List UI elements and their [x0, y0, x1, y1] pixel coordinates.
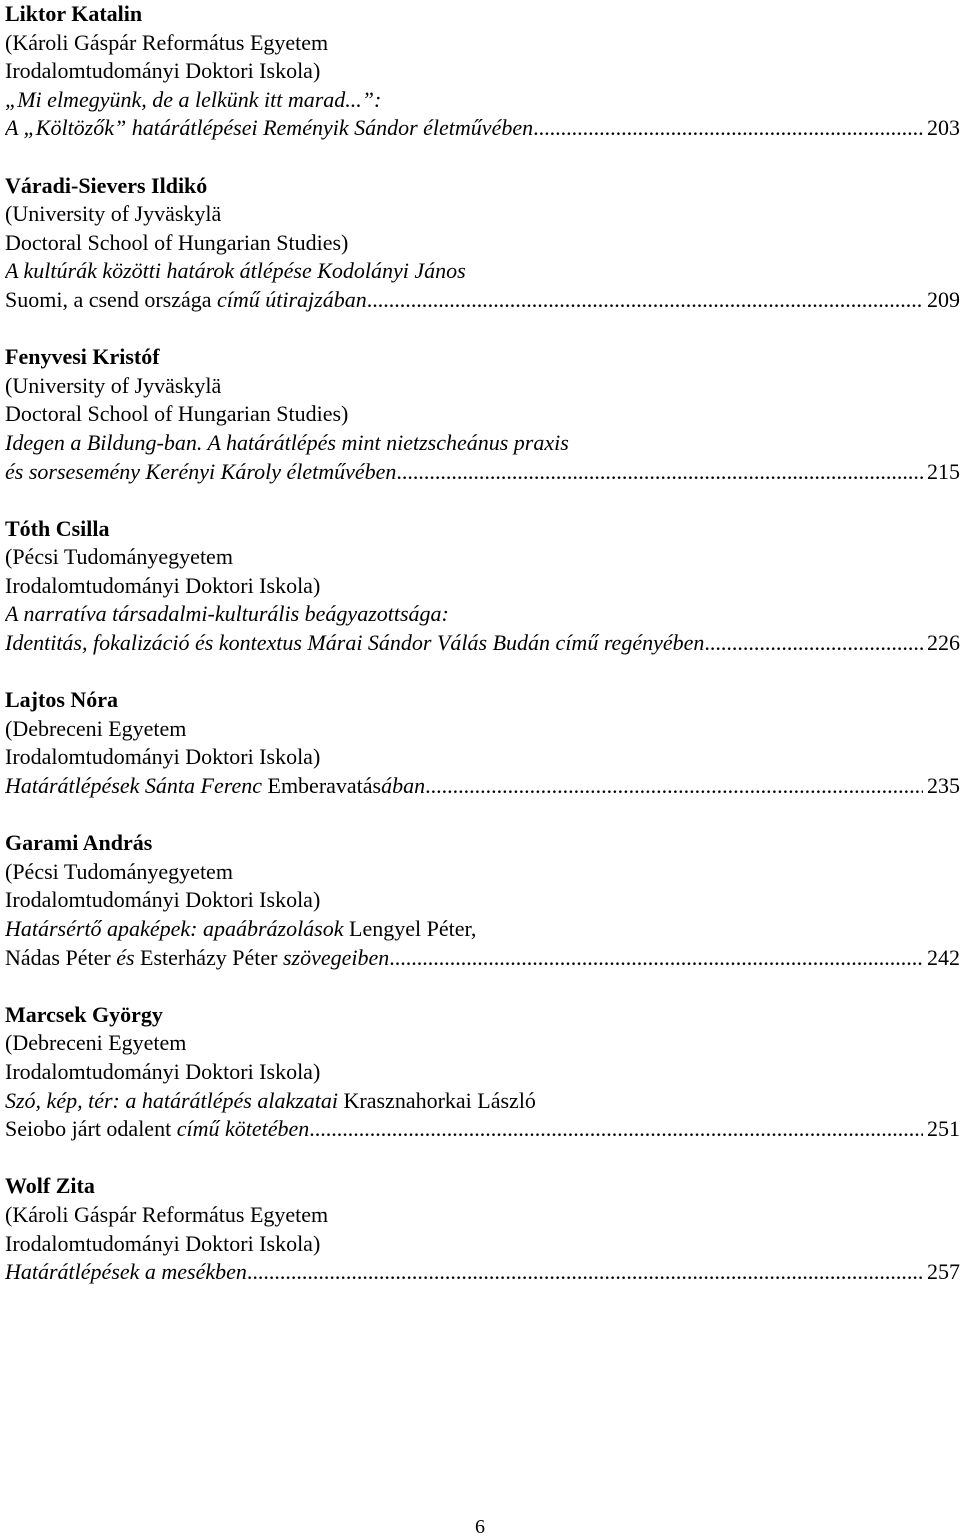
title-segment: „Mi elmegyünk, de a lelkünk itt marad...”: [5, 86, 382, 112]
title-segment: ában [381, 773, 426, 799]
toc-entry[interactable] [5, 1001, 960, 1144]
page-ref: 203 [927, 115, 960, 141]
affiliation-line: Doctoral School of Hungarian Studies) [5, 401, 349, 427]
title-segment: Határátlépések a mesékben [5, 1259, 247, 1285]
dot-leader [425, 772, 923, 801]
title-segment: Seiobo járt odalent [5, 1116, 172, 1142]
title-line [5, 1087, 960, 1116]
title-text [5, 629, 704, 658]
title-last-line [5, 458, 960, 487]
title-segment: A narratíva társadalmi-kulturális beágyazottsága: [5, 601, 449, 627]
toc-entry[interactable] [5, 1172, 960, 1286]
title-segment: Nádas Péter [5, 944, 111, 970]
title-line [5, 600, 960, 629]
toc-entry[interactable] [5, 686, 960, 800]
title-last-line [5, 1115, 960, 1144]
toc-entry[interactable] [5, 343, 960, 486]
page-ref: 257 [927, 1259, 960, 1285]
affiliation-line: (University of Jyväskylä [5, 372, 222, 398]
page-ref: 251 [927, 1116, 960, 1142]
author-name: Marcsek György [5, 1001, 163, 1027]
affiliation-line: Doctoral School of Hungarian Studies) [5, 229, 349, 255]
table-of-contents [5, 0, 960, 1315]
title-text [5, 114, 533, 143]
dot-leader [309, 1115, 923, 1144]
author-name: Lajtos Nóra [5, 687, 119, 713]
title-last-line [5, 286, 960, 315]
dot-leader [704, 629, 923, 658]
title-text [5, 1115, 309, 1144]
page-ref: 235 [927, 773, 960, 799]
affiliation-line: Irodalomtudományi Doktori Iskola) [5, 58, 321, 84]
author-name: Tóth Csilla [5, 515, 110, 541]
affiliation-line: (Károli Gáspár Református Egyetem [5, 1201, 329, 1227]
title-text [5, 458, 396, 487]
title-segment: Határsértő apaképek: apaábrázolások [5, 916, 350, 941]
title-segment: című útirajzában [211, 286, 367, 312]
dot-leader [396, 458, 923, 487]
title-last-line [5, 772, 960, 801]
title-last-line [5, 1258, 960, 1287]
page-ref: 242 [927, 944, 960, 970]
title-last-line [5, 629, 960, 658]
title-segment: című kötetében [171, 1116, 310, 1142]
title-segment: és [110, 944, 141, 970]
affiliation-line: (Pécsi Tudományegyetem [5, 544, 233, 570]
author-name: Wolf Zita [5, 1173, 95, 1199]
author-name: Fenyvesi Kristóf [5, 344, 160, 370]
title-line [5, 257, 960, 286]
title-segment: Identitás, fokalizáció és kontextus Márai Sándor Válás Budán című regényében [5, 630, 705, 656]
page-ref: 209 [927, 286, 960, 312]
toc-entry[interactable] [5, 515, 960, 658]
title-line [5, 86, 960, 115]
author-name: Garami András [5, 830, 153, 856]
affiliation-line: (Pécsi Tudományegyetem [5, 858, 233, 884]
title-text [5, 286, 367, 315]
title-line [5, 915, 960, 944]
affiliation-line: (Debreceni Egyetem [5, 1030, 187, 1056]
affiliation-line: (Debreceni Egyetem [5, 715, 187, 741]
title-segment: Határátlépések Sánta Ferenc [5, 773, 268, 799]
affiliation-line: Irodalomtudományi Doktori Iskola) [5, 1058, 321, 1084]
title-text [5, 944, 389, 973]
title-segment: A kultúrák közötti határok átlépése Kodolányi János [5, 258, 466, 284]
title-segment: és sorsesemény Kerényi Károly életművében [5, 458, 397, 484]
title-segment: Esterházy Péter [140, 944, 278, 970]
toc-entry[interactable] [5, 829, 960, 972]
dot-leader [389, 944, 923, 973]
title-text [5, 772, 425, 801]
page-number: 6 [475, 1516, 485, 1538]
page-ref: 226 [927, 630, 960, 656]
dot-leader [533, 114, 923, 143]
title-segment: szövegeiben [277, 944, 390, 970]
title-last-line [5, 114, 960, 143]
affiliation-line: Irodalomtudományi Doktori Iskola) [5, 1230, 321, 1256]
title-segment: A „Költözők” határátlépései Reményik Sándor életművében [5, 115, 534, 141]
title-line [5, 429, 960, 458]
title-segment: Krasznahorkai László [343, 1087, 536, 1113]
title-segment: Suomi, a csend országa [5, 286, 212, 312]
toc-entry[interactable] [5, 0, 960, 143]
page-ref: 215 [927, 458, 960, 484]
title-text [5, 1258, 247, 1287]
affiliation-line: Irodalomtudományi Doktori Iskola) [5, 572, 321, 598]
title-segment: Emberavatás [267, 773, 382, 799]
author-name: Liktor Katalin [5, 1, 143, 26]
title-segment: Lengyel Péter, [349, 916, 477, 941]
affiliation-line: (University of Jyväskylä [5, 201, 222, 227]
author-name: Váradi-Sievers Ildikó [5, 172, 208, 198]
affiliation-line: Irodalomtudományi Doktori Iskola) [5, 744, 321, 770]
title-segment: Idegen a Bildung-ban. A határátlépés mint nietzscheánus praxis [5, 429, 569, 455]
dot-leader [367, 286, 923, 315]
title-segment: Szó, kép, tér: a határátlépés alakzatai [5, 1087, 344, 1113]
affiliation-line: Irodalomtudományi Doktori Iskola) [5, 887, 321, 913]
dot-leader [247, 1258, 923, 1287]
affiliation-line: (Károli Gáspár Református Egyetem [5, 29, 329, 55]
title-last-line [5, 944, 960, 973]
toc-entry[interactable] [5, 172, 960, 315]
